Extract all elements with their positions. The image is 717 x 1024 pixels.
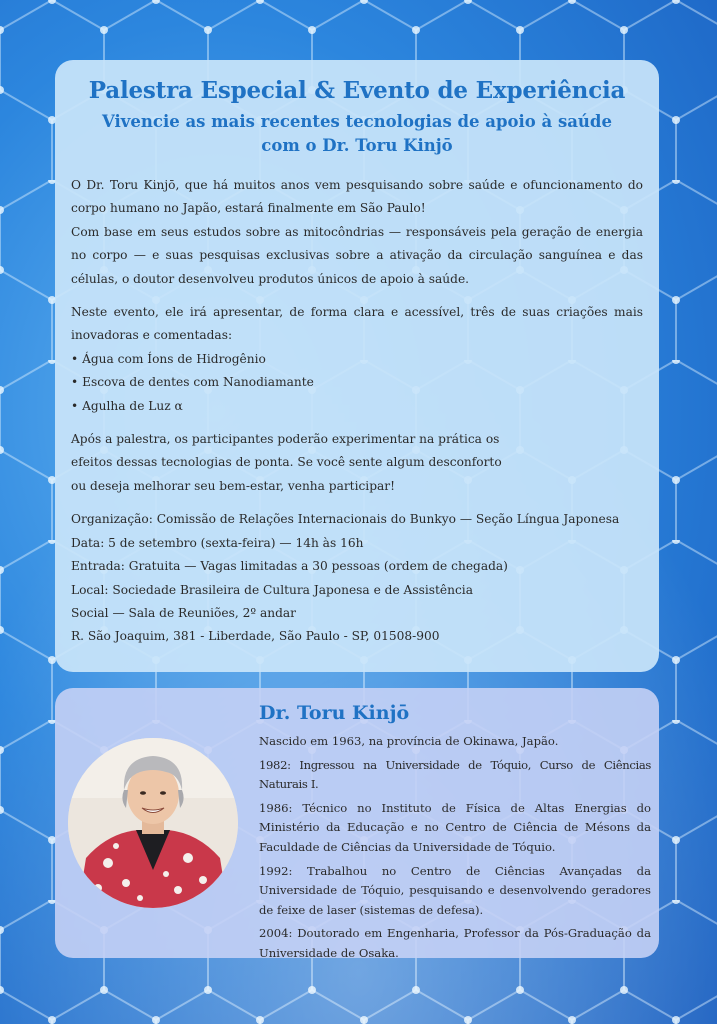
subtitle-line-1: Vivencie as mais recentes tecnologias de apoio à saúde	[102, 112, 612, 131]
page-title: Palestra Especial & Evento de Experiência	[88, 77, 626, 104]
intro-paragraph-1: O Dr. Toru Kinjō, que há muitos anos vem pesquisando sobre saúde e ofuncionamento do corpo humano no Japão, estará finalmente em São Paulo!	[71, 178, 643, 216]
event-paragraph: Neste evento, ele irá apresentar, de forma clara e acessível, três de suas criações mais inovadoras e comentadas:	[71, 305, 643, 343]
list-item: • Agulha de Luz α	[71, 398, 183, 413]
speaker-bio-card	[55, 688, 659, 958]
after-line-3: ou deseja melhorar seu bem-estar, venha participar!	[71, 478, 395, 493]
subtitle-line-2: com o Dr. Toru Kinjō	[261, 136, 453, 155]
detail-address: R. São Joaquim, 381 - Liberdade, São Paulo - SP, 01508-900	[71, 629, 440, 644]
list-item: • Água com Íons de Hidrogênio	[71, 351, 266, 366]
bio-entry: 2004: Doutorado em Engenharia, Professor da Pós-Graduação da Universidade de Osaka.	[259, 926, 651, 960]
speaker-bio	[259, 700, 651, 968]
event-info-card	[55, 60, 659, 672]
bio-entry: 1982: Ingressou na Universidade de Tóquio, Curso de Ciências Naturais I.	[259, 757, 651, 792]
detail-entry: Entrada: Gratuita — Vagas limitadas a 30 pessoas (ordem de chegada)	[71, 559, 508, 574]
bio-entry: 1992: Trabalhou no Centro de Ciências Avançadas da Universidade de Tóquio, pesquisando e desenvolvendo geradores de feixe de laser (sistemas de defesa).	[259, 863, 651, 917]
bio-entry: Nascido em 1963, na província de Okinawa, Japão.	[259, 734, 559, 748]
bio-entry: 1986: Técnico no Instituto de Física de Altas Energias do Ministério da Educação e no Centro de Ciência de Mésons da Faculdade de Ciências da Universidade de Tóquio.	[259, 800, 651, 854]
event-description	[71, 174, 643, 649]
speaker-photo	[68, 738, 238, 908]
detail-location-2: Social — Sala de Reuniões, 2º andar	[71, 605, 296, 620]
speaker-name: Dr. Toru Kinjō	[259, 702, 410, 724]
detail-date: Data: 5 de setembro (sexta-feira) — 14h às 16h	[71, 535, 364, 550]
intro-paragraph-2: Com base em seus estudos sobre as mitocôndrias — responsáveis pela geração de energia no corpo — e suas pesquisas exclusivas sobre a ativação da circulação sanguínea e das células, o doutor desenvolveu produtos únicos de apoio à saúde.	[71, 224, 643, 286]
page-subtitle	[71, 110, 643, 158]
detail-organization: Organização: Comissão de Relações Internacionais do Bunkyo — Seção Língua Japonesa	[71, 512, 620, 527]
list-item: • Escova de dentes com Nanodiamante	[71, 375, 314, 390]
after-line-2: efeitos dessas tecnologias de ponta. Se você sente algum desconforto	[71, 455, 502, 470]
after-line-1: Após a palestra, os participantes poderão experimentar na prática os	[71, 432, 500, 447]
detail-location-1: Local: Sociedade Brasileira de Cultura Japonesa e de Assistência	[71, 582, 473, 597]
